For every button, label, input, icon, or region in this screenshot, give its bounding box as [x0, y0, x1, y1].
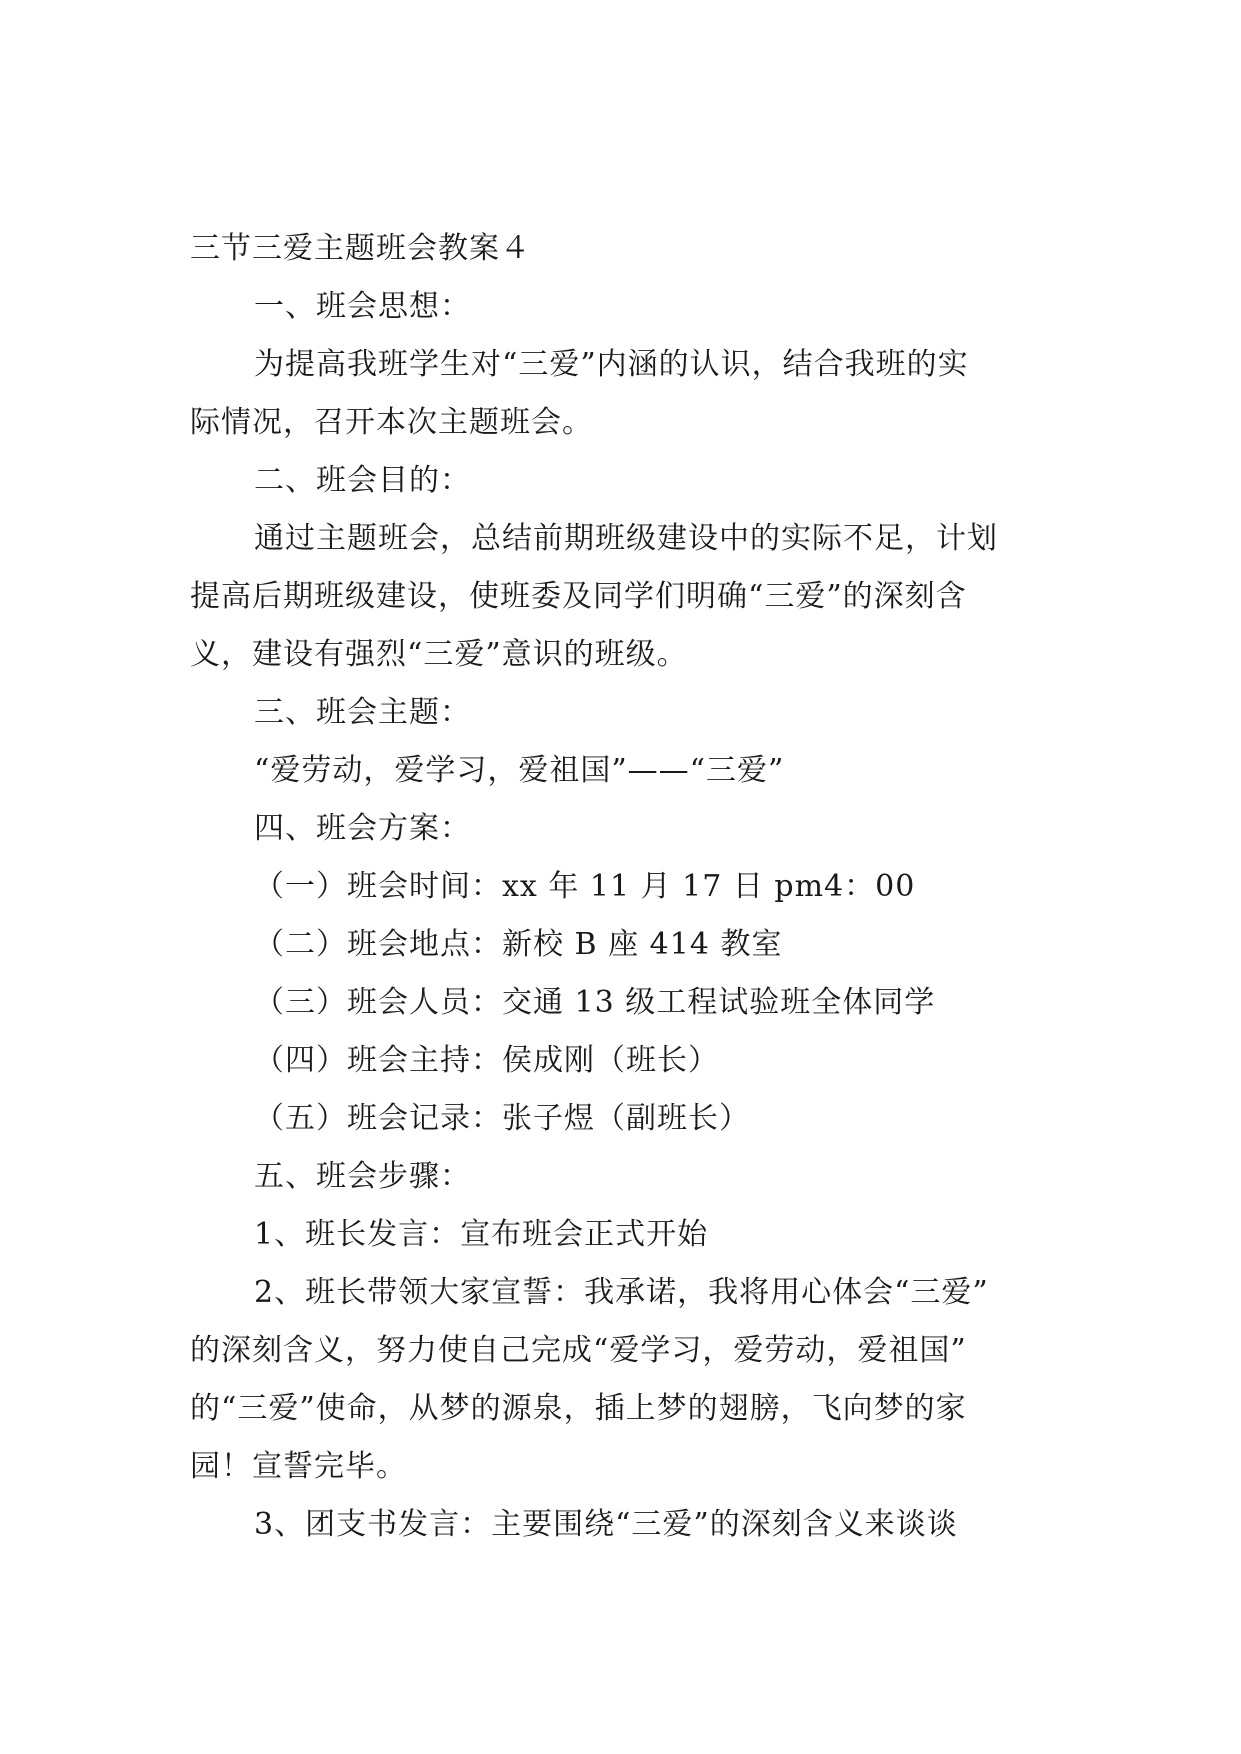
paragraph-line: 义，建设有强烈“三爱”意识的班级。 [190, 637, 688, 672]
paragraph-line: 的深刻含义，努力使自己完成“爱学习，爱劳动，爱祖国” [190, 1333, 967, 1368]
section-heading-2: 二、班会目的： [254, 463, 471, 498]
document-title: 三节三爱主题班会教案４ [190, 231, 531, 266]
plan-item-host: （四）班会主持：侯成刚（班长） [254, 1043, 719, 1078]
plan-item-recorder: （五）班会记录：张子煜（副班长） [254, 1101, 750, 1136]
step-item-3: 3、团支书发言：主要围绕“三爱”的深刻含义来谈谈 [254, 1507, 958, 1542]
section-heading-1: 一、班会思想： [254, 289, 471, 324]
theme-line: “爱劳动，爱学习，爱祖国”——“三爱” [254, 753, 785, 788]
paragraph-line: 际情况，召开本次主题班会。 [190, 405, 593, 440]
document-body [190, 220, 1050, 1554]
section-heading-4: 四、班会方案： [254, 811, 471, 846]
paragraph-line: 通过主题班会，总结前期班级建设中的实际不足，计划 [254, 521, 998, 556]
section-heading-5: 五、班会步骤： [254, 1159, 471, 1194]
step-item-2: 2、班长带领大家宣誓：我承诺，我将用心体会“三爱” [254, 1275, 989, 1310]
paragraph-line: 园！宣誓完毕。 [190, 1449, 407, 1484]
paragraph-line: 提高后期班级建设，使班委及同学们明确“三爱”的深刻含 [190, 579, 967, 614]
paragraph-line: 为提高我班学生对“三爱”内涵的认识，结合我班的实 [254, 347, 969, 382]
section-heading-3: 三、班会主题： [254, 695, 471, 730]
plan-item-time: （一）班会时间：xx 年 11 月 17 日 pm4：00 [254, 869, 916, 904]
step-item-1: 1、班长发言：宣布班会正式开始 [254, 1217, 709, 1252]
plan-item-location: （二）班会地点：新校 B 座 414 教室 [254, 927, 783, 962]
paragraph-line: 的“三爱”使命，从梦的源泉，插上梦的翅膀，飞向梦的家 [190, 1391, 967, 1426]
plan-item-attendees: （三）班会人员：交通 13 级工程试验班全体同学 [254, 985, 936, 1020]
